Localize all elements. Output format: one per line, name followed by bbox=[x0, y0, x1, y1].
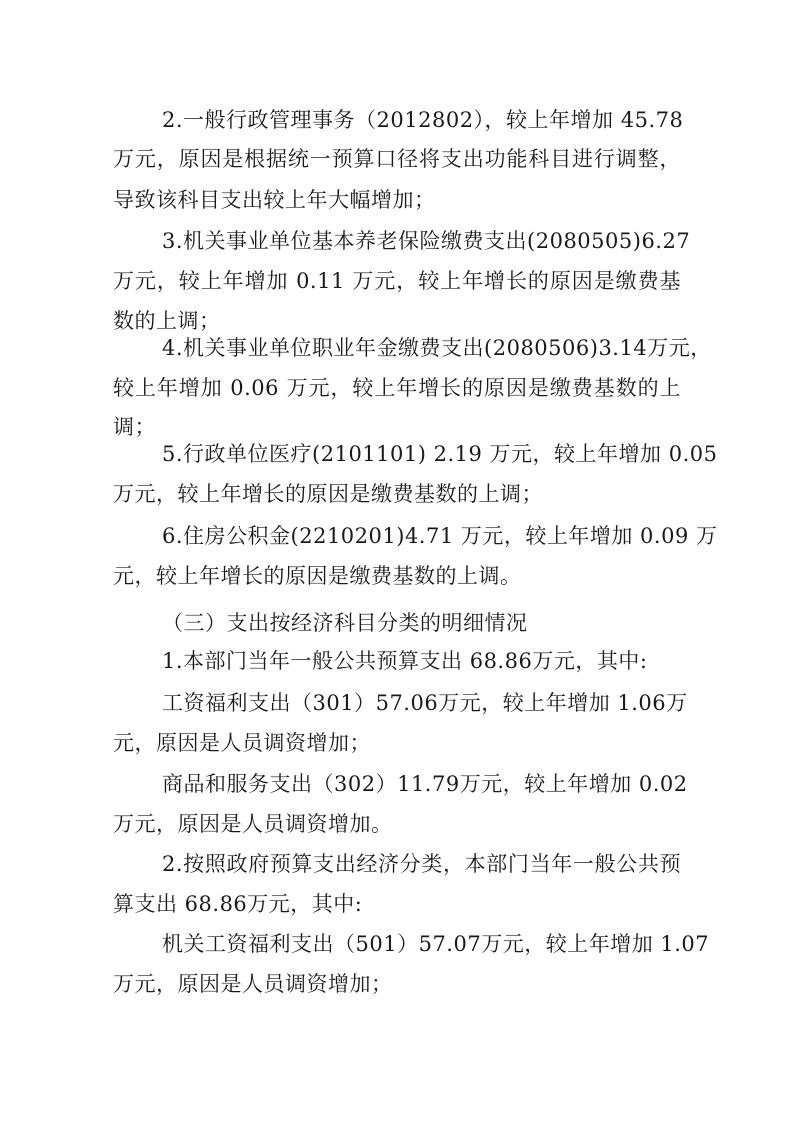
paragraph-line: 调； bbox=[113, 415, 156, 439]
paragraph-line: 万元，原因是人员调资增加。 bbox=[113, 812, 393, 836]
paragraph-line: 3.机关事业单位基本养老保险缴费支出(2080505)6.27 bbox=[162, 229, 691, 253]
paragraph-line: 6.住房公积金(2210201)4.71 万元，较上年增加 0.09 万 bbox=[162, 524, 718, 548]
paragraph-line: 5.行政单位医疗(2101101) 2.19 万元，较上年增加 0.05 bbox=[162, 442, 718, 466]
paragraph-line: 导致该科目支出较上年大幅增加； bbox=[113, 188, 436, 212]
paragraph-line: 万元，较上年增加 0.11 万元，较上年增长的原因是缴费基 bbox=[113, 269, 681, 293]
paragraph-line: 2.一般行政管理事务（2012802），较上年增加 45.78 bbox=[162, 108, 684, 132]
paragraph-line: 万元，原因是根据统一预算口径将支出功能科目进行调整， bbox=[113, 147, 681, 171]
paragraph-line: 较上年增加 0.06 万元，较上年增长的原因是缴费基数的上 bbox=[113, 376, 681, 400]
paragraph-line: 元，原因是人员调资增加； bbox=[113, 731, 371, 755]
paragraph-line: 算支出 68.86万元，其中: bbox=[113, 892, 363, 916]
paragraph-line: 1.本部门当年一般公共预算支出 68.86万元，其中: bbox=[162, 649, 648, 673]
paragraph-line: 元，较上年增长的原因是缴费基数的上调。 bbox=[113, 564, 522, 588]
paragraph-line: 万元，较上年增长的原因是缴费基数的上调； bbox=[113, 482, 543, 506]
paragraph-line: 数的上调； bbox=[113, 309, 221, 333]
paragraph-line: 2.按照政府预算支出经济分类，本部门当年一般公共预 bbox=[162, 852, 681, 876]
paragraph-line: 机关工资福利支出（501）57.07万元，较上年增加 1.07 bbox=[162, 932, 710, 956]
paragraph-line: 商品和服务支出（302）11.79万元，较上年增加 0.02 bbox=[162, 772, 688, 796]
paragraph-line: 万元，原因是人员调资增加； bbox=[113, 972, 393, 996]
paragraph-line: 工资福利支出（301）57.06万元，较上年增加 1.06万 bbox=[162, 691, 688, 715]
paragraph-line: 4.机关事业单位职业年金缴费支出(2080506)3.14万元， bbox=[162, 336, 712, 360]
section-heading: （三）支出按经济科目分类的明细情况 bbox=[162, 611, 528, 635]
